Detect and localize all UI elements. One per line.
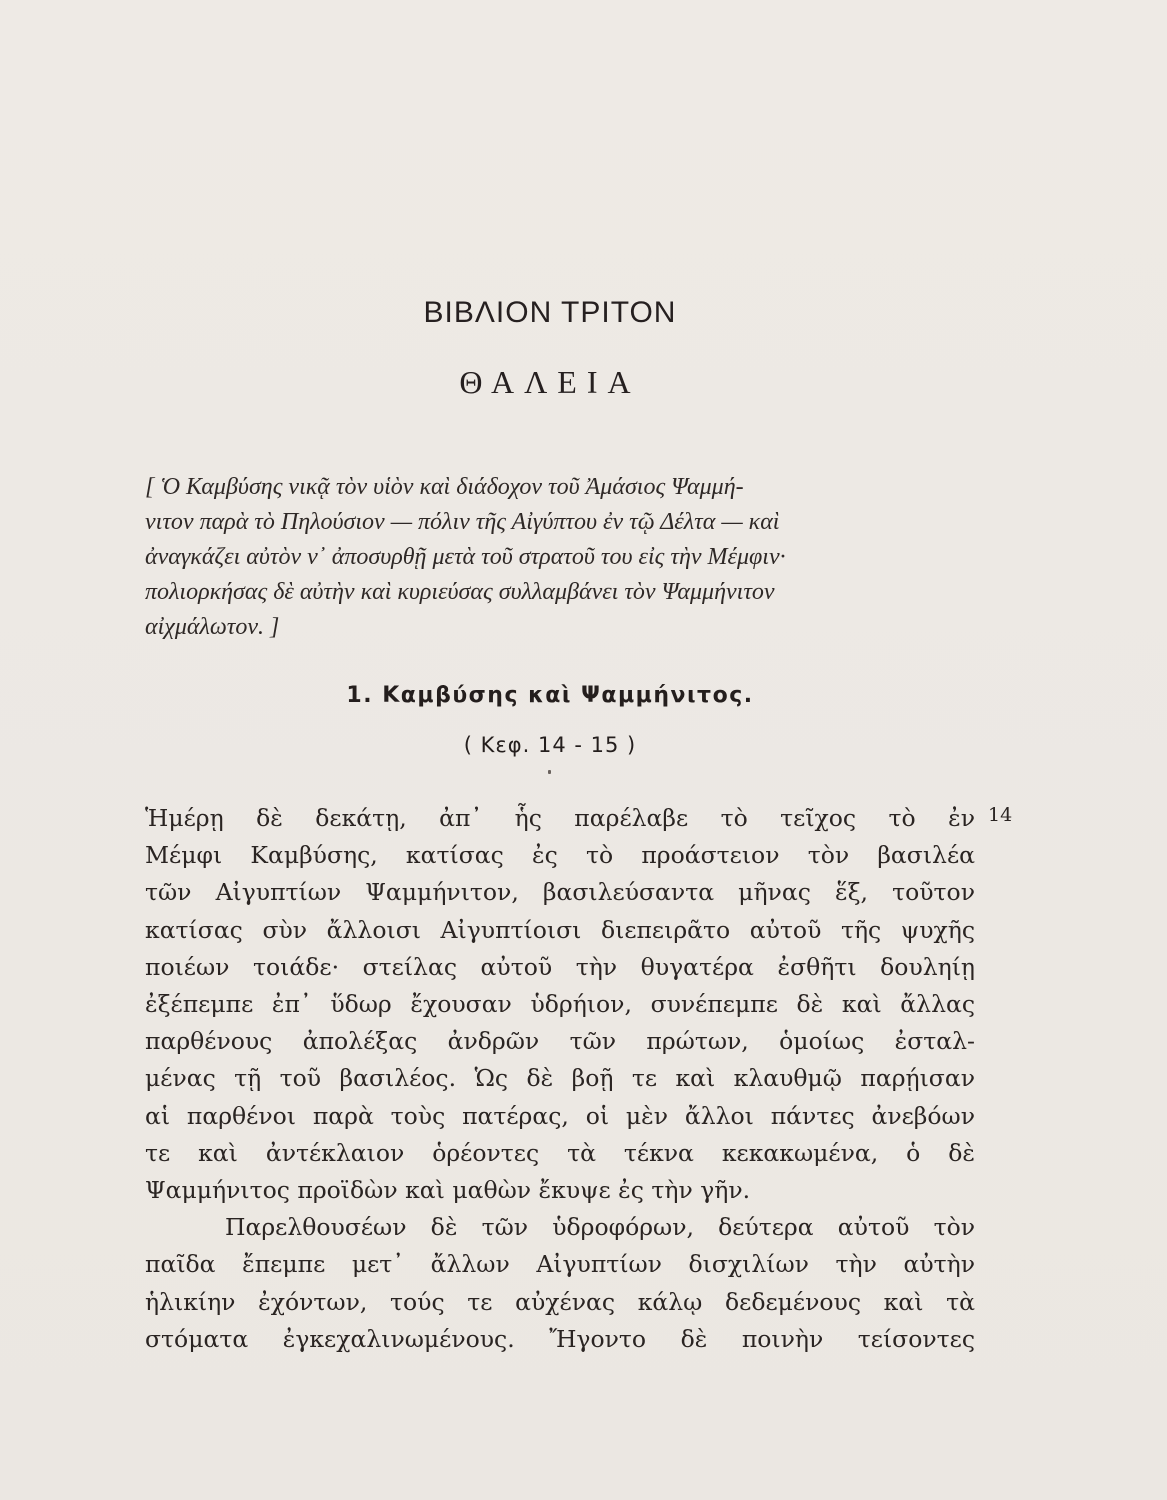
text-line: αἱ παρθένοι παρὰ τοὺς πατέρας, οἱ μὲν ἄλλοι πάντες ἀνεβόων [145, 1101, 975, 1130]
text-line: στόματα ἐγκεχαλινωμένους. Ἤγοντο δὲ ποινὴν τείσοντες [145, 1324, 975, 1353]
ornament-dot [548, 770, 551, 774]
summary-line: ἀναγκάζει αὐτὸν ν᾿ ἀποσυρθῇ μετὰ τοῦ στρατοῦ του εἰς τὴν Μέμφιν· [145, 544, 786, 570]
book-subtitle: ΘΑΛΕΙΑ [459, 364, 641, 400]
text-line: Ἡμέρῃ δὲ δεκάτῃ, ἀπ᾿ ἧς παρέλαβε τὸ τεῖχος τὸ ἐν [145, 804, 975, 832]
text-line: ποιέων τοιάδε· στείλας αὐτοῦ τὴν θυγατέρα ἐσθῆτι δουληίῃ [145, 952, 975, 981]
text-line: τῶν Αἰγυπτίων Ψαμμήνιτον, βασιλεύσαντα μῆνας ἕξ, τοῦτον [145, 878, 975, 907]
text-line: Ψαμμήνιτος προϊδὼν καὶ μαθὼν ἔκυψε ἐς τὴν γῆν. [145, 1176, 751, 1205]
text-line: ἐξέπεμπε ἐπ᾿ ὕδωρ ἔχουσαν ὑδρήιον, συνέπεμπε δὲ καὶ ἄλλας [145, 990, 975, 1019]
summary-line: [ Ὁ Καμβύσης νικᾷ τὸν υἱὸν καὶ διάδοχον τοῦ Ἀμάσιος Ψαμμή- [145, 474, 744, 500]
text-line: κατίσας σὺν ἄλλοισι Αἰγυπτίοισι διεπειρᾶτο αὐτοῦ τῆς ψυχῆς [145, 915, 975, 944]
text-line: ἡλικίην ἐχόντων, τούς τε αὐχένας κάλῳ δεδεμένους καὶ τὰ [145, 1287, 975, 1316]
chapter-reference: ( Κεφ. 14 - 15 ) [463, 733, 637, 757]
text-line: μένας τῇ τοῦ βασιλέος. Ὡς δὲ βοῇ τε καὶ κλαυθμῷ παρῄισαν [145, 1064, 975, 1093]
chapter-summary [145, 470, 970, 645]
margin-chapter-number: 14 [988, 804, 1013, 826]
summary-line: πολιορκήσας δὲ αὐτὴν καὶ κυριεύσας συλλαμβάνει τὸν Ψαμμήνιτον [145, 579, 775, 605]
text-line: τε καὶ ἀντέκλαιον ὁρέοντες τὰ τέκνα κεκακωμένα, ὁ δὲ [145, 1138, 975, 1167]
summary-line: αἰχμάλωτον. ] [145, 614, 280, 640]
book-title: ΒΙΒΛΙΟΝ ΤΡΙΤΟΝ [423, 296, 677, 329]
text-line: παρθένους ἀπολέξας ἀνδρῶν τῶν πρώτων, ὁμοίως ἐσταλ- [145, 1027, 975, 1056]
text-line: παῖδα ἔπεμπε μετ᾿ ἄλλων Αἰγυπτίων δισχιλίων τὴν αὐτὴν [145, 1250, 975, 1279]
text-line: Μέμφι Καμβύσης, κατίσας ἐς τὸ προάστειον τὸν βασιλέα [145, 841, 975, 870]
section-heading: 1. Καμβύσης καὶ Ψαμμήνιτος. [346, 683, 754, 708]
text-line: Παρελθουσέων δὲ τῶν ὑδροφόρων, δεύτερα αὐτοῦ τὸν [225, 1213, 975, 1242]
summary-line: νιτον παρὰ τὸ Πηλούσιον — πόλιν τῆς Αἰγύπτου ἐν τῷ Δέλτα — καὶ [145, 509, 780, 535]
greek-body-text [145, 800, 975, 1358]
